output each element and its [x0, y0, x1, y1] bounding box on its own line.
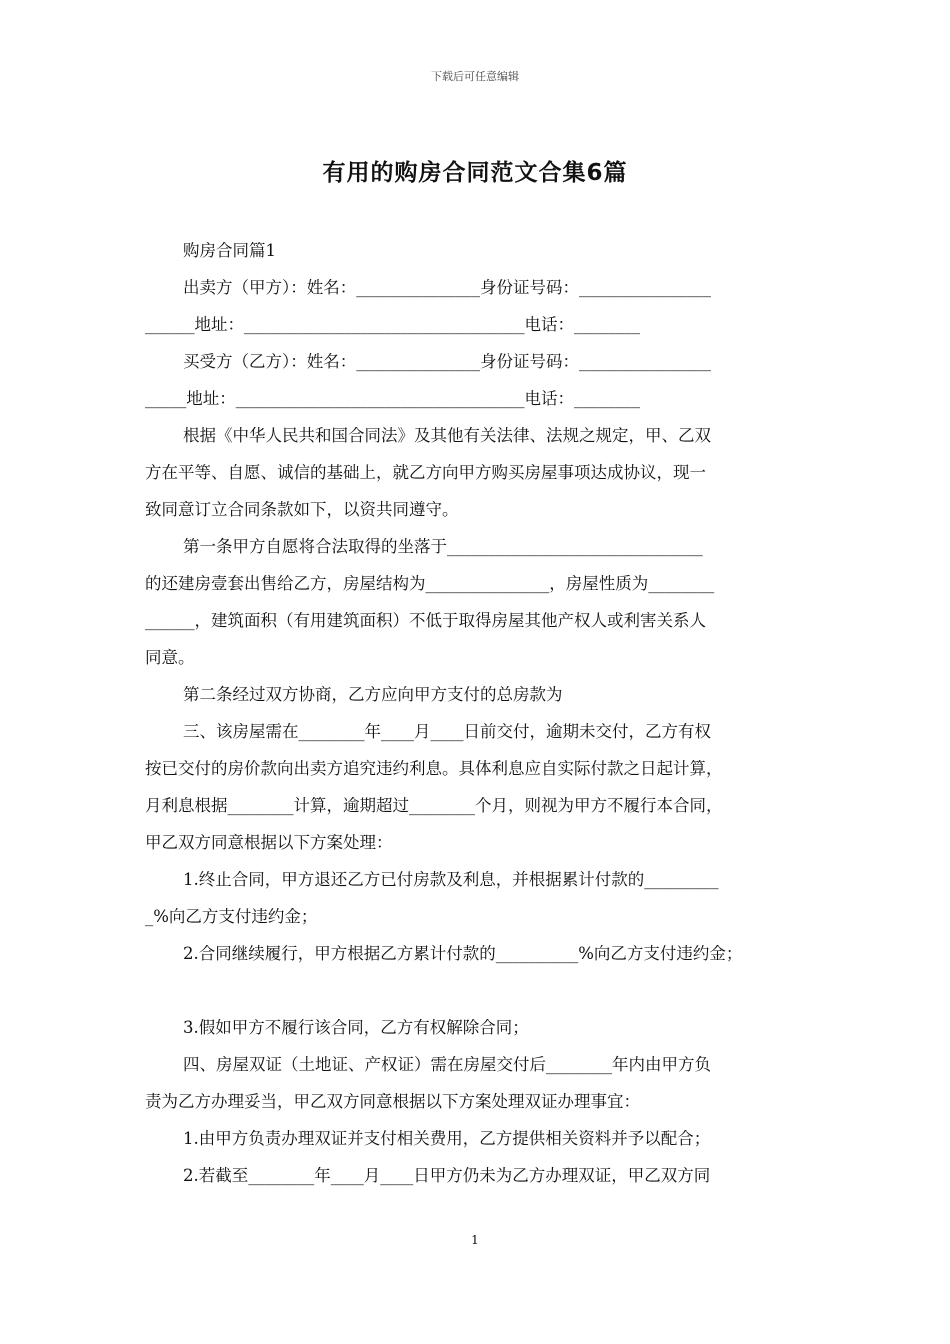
- paragraph-line: 2.若截至________年____月____日甲方仍未为乙方办理双证，甲乙双方同: [183, 1166, 711, 1185]
- paragraph-line: ______地址：__________________________________电话：________: [145, 315, 640, 334]
- paragraph-line: 买受方（乙方）：姓名：_______________身份证号码：________________: [183, 352, 711, 371]
- paragraph-line: 根据《中华人民共和国合同法》及其他有关法律、法规之规定，甲、乙双: [183, 426, 711, 445]
- paragraph-line: 1.由甲方负责办理双证并支付相关费用，乙方提供相关资料并予以配合；: [183, 1129, 711, 1148]
- paragraph-line: _%向乙方支付违约金；: [145, 907, 318, 926]
- paragraph-line: 按已交付的房价款向出卖方追究违约利息。具体利息应自实际付款之日起计算，: [145, 759, 723, 778]
- paragraph-line: 2.合同继续履行，甲方根据乙方累计付款的__________%向乙方支付违约金；: [183, 944, 743, 963]
- paragraph-line: 月利息根据________计算，逾期超过________个月，则视为甲方不履行本合同，: [145, 796, 723, 815]
- paragraph-line: 责为乙方办理妥当，甲乙双方同意根据以下方案处理双证办理事宜：: [145, 1092, 640, 1111]
- paragraph-line: 三、该房屋需在________年____月____日前交付，逾期未交付，乙方有权: [183, 722, 711, 741]
- paragraph-line: 第二条经过双方协商，乙方应向甲方支付的总房款为: [183, 685, 563, 704]
- header-note: 下载后可任意编辑: [431, 70, 519, 83]
- paragraph-line: 第一条甲方自愿将合法取得的坐落于_______________________________: [183, 537, 703, 556]
- paragraph-line: 四、房屋双证（土地证、产权证）需在房屋交付后________年内由甲方负: [183, 1055, 711, 1074]
- document-title: 有用的购房合同范文合集6篇: [322, 160, 628, 186]
- paragraph-line: ______，建筑面积（有用建筑面积）不低于取得房屋其他产权人或利害关系人: [145, 611, 706, 630]
- paragraph-line: 的还建房壹套出售给乙方，房屋结构为_______________，房屋性质为________: [145, 574, 715, 593]
- paragraph-line: 3.假如甲方不履行该合同，乙方有权解除合同；: [183, 1018, 529, 1037]
- paragraph-line: 甲乙双方同意根据以下方案处理：: [145, 833, 393, 852]
- paragraph-line: _____地址：___________________________________电话：________: [145, 389, 640, 408]
- document-body: [145, 232, 815, 1194]
- paragraph-line: 同意。: [145, 648, 195, 667]
- paragraph-line: 方在平等、自愿、诚信的基础上，就乙方向甲方购买房屋事项达成协议，现一: [145, 463, 706, 482]
- paragraph-line: 出卖方（甲方）：姓名：_______________身份证号码：________________: [183, 278, 711, 297]
- section-heading: 购房合同篇1: [183, 241, 276, 260]
- page-number: 1: [471, 1233, 479, 1247]
- paragraph-line: 致同意订立合同条款如下，以资共同遵守。: [145, 500, 459, 519]
- paragraph-line: 1.终止合同，甲方退还乙方已付房款及利息，并根据累计付款的_________: [183, 870, 719, 889]
- blank-line: [145, 972, 815, 1009]
